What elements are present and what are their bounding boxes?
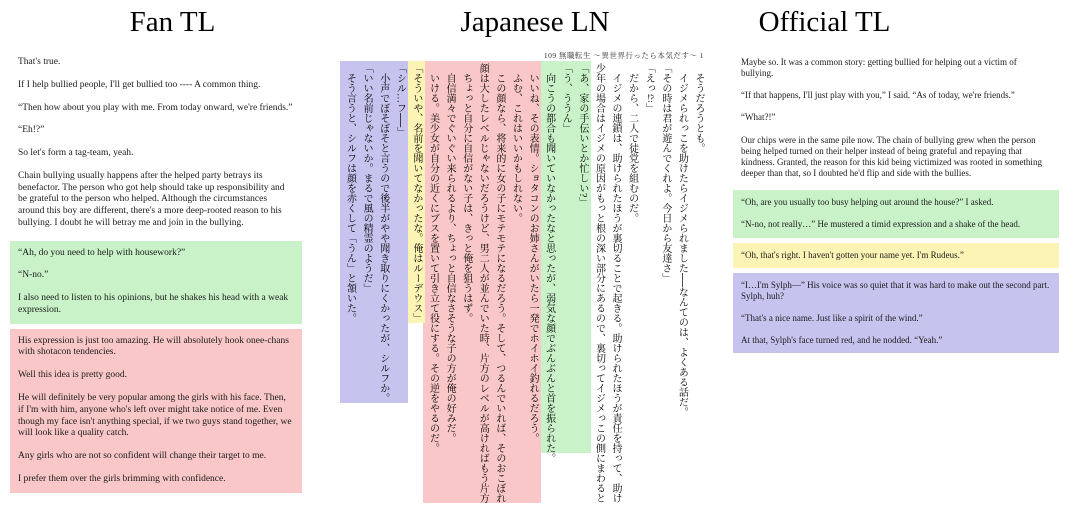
jp-vertical-line: この顔なら、将来的に女の子にモテモテになるだろう。そして、つるんでいれば、そのおこぼれ (493, 63, 505, 503)
paragraph: “N-no, not really…” He mustered a timid expression and a shake of the head. (741, 219, 1021, 230)
paragraph: That's true. (18, 57, 61, 67)
jp-vertical-line: イジメの連鎖は、助けられたほうが裏切ることで起きる。助けられたほうが責任を持って、助け (610, 63, 622, 503)
paragraph: “Oh, are you usually too busy helping out around the house?” I asked. (741, 197, 994, 208)
japanese-ln-page (338, 45, 732, 527)
jp-vertical-line: ふむ、これはいいかもしれない。 (510, 63, 522, 223)
paragraph: “Ah, do you need to help with housework?” (18, 247, 186, 258)
paragraph: Our chips were in the same pile now. The chain of bullying grew when the person being helped turned on their helper instead of being grateful and repaying that kindness. Granted, the reason for this kid being victimized was rooted in something deeper than that, so I doubted he'd flip and side with the bullies. (741, 134, 1042, 179)
japanese-ln-title: Japanese LN (460, 6, 610, 38)
jp-vertical-line: 小声でぼそぼそと言うので後半がやや聞き取りにくかったが、シルフか。 (377, 63, 389, 403)
green-highlight-block (10, 241, 302, 324)
paragraph: Well this idea is pretty good. (18, 370, 127, 381)
official-tl-title: Official TL (758, 6, 891, 38)
plain-text-block (733, 57, 1059, 179)
paragraph: At that, Sylph's face turned red, and he nodded. “Yeah.” (741, 335, 943, 346)
paragraph: “If that happens, I'll just play with you,” I said. “As of today, we're friends.” (741, 90, 1015, 101)
paragraph: “Eh!?” (18, 125, 45, 136)
official-tl-column (741, 57, 1059, 358)
jp-vertical-line: いいね、その表情。ショタコンのお姉さんがいたら一発でホイホイ釣れるだろう。 (527, 63, 539, 443)
paragraph: “Oh, that's right. I haven't gotten your name yet. I'm Rudeus.” (741, 249, 964, 260)
jp-vertical-line: 「その時は君が遊んでくれよ。今日から友達さ」 (659, 63, 671, 283)
paragraph: I also need to listen to his opinions, but he shakes his head with a weak expression. (18, 293, 289, 315)
paragraph: He will definitely be very popular among the girls with his face. Then, if I'm with him, anyone who's left over might take notice of me. Even though my face isn't anything special, if we two guys stand together, we will look like a quality catch. (18, 393, 292, 439)
jp-vertical-line: 少年の場合はイジメの原因がもっと根の深い部分にあるので、裏切ってイジメっこの側にまわると (593, 63, 605, 503)
pink-highlight-block (10, 329, 302, 493)
jp-vertical-line: 自信満々でぐいぐい来られるより、ちょっと自信なさそうな子の方が俺の好みだ。 (444, 63, 456, 443)
plain-text-block (10, 57, 302, 230)
paragraph: “That's a nice name. Just like a spirit of the wind.” (741, 313, 923, 324)
jp-vertical-line: 「えっ⁉」 (643, 63, 655, 113)
jp-vertical-line: 「いい名前じゃないか。まるで風の精霊のようだ」 (361, 63, 373, 293)
paragraph: Any girls who are not so confident will change their target to me. (18, 451, 267, 462)
paragraph: Maybe so. It was a common story: getting bullied for helping out a victim of bullying. (741, 57, 1017, 79)
jp-vertical-line: そう言うと、シルフは顔を赤くして「うん」と頷いた。 (344, 63, 356, 323)
jp-vertical-line: ちょっと自分に自信がない子は、きっと俺を狙うはず。 (460, 63, 472, 323)
jp-vertical-line: 向こうの都合も聞いていなかったなと思ったが、弱気な顔でぶんぶんと首を振られた。 (543, 63, 555, 463)
jp-vertical-line: イジメられっこを助けたらイジメられました──なんてのは、よくある話だ。 (676, 63, 688, 418)
jp-vertical-line: 「う、ううん」 (560, 63, 572, 133)
fan-tl-title: Fan TL (129, 6, 216, 38)
paragraph: I prefer them over the girls brimming with confidence. (18, 473, 226, 484)
jp-vertical-line: だから、二人で徒党を組むのだ。 (626, 63, 638, 223)
fan-tl-column (18, 57, 302, 498)
jp-vertical-line: 「あ、家の手伝いとか忙しい?」 (576, 63, 588, 208)
paragraph: If I help bullied people, I'll get bullied too ---- A common thing. (18, 79, 261, 90)
paragraph: Chain bullying usually happens after the helped party betrays its benefactor. The person who got help should take up responsibility and be grateful to the person who helped. Although the circumstances around this boy are different, there's a more deep-rooted reason to his bullying. I doubt he will betray me and join in the bullying. (18, 170, 285, 228)
page-running-head: 109 無職転生 ～異世界行ったら本気だす～ 1 (543, 51, 704, 60)
jp-vertical-line: いける。美少女が自分の近くにブスを置いて引き立て役にする。その逆をやるのだ。 (427, 63, 439, 453)
paragraph: His expression is just too amazing. He will absolutely hook onee-chans with shotacon tendencies. (18, 335, 289, 358)
purple-highlight-block (733, 273, 1059, 354)
japanese-vertical-text (341, 63, 706, 521)
jp-vertical-line: 「そういや、名前を聞いてなかったな。俺はルーデウス」 (410, 63, 422, 323)
paragraph: “What?!” (741, 112, 776, 123)
paragraph: “N-no.” (18, 270, 49, 281)
jp-vertical-line: そうだろうとも。 (693, 63, 704, 153)
yellow-highlight-block (733, 243, 1059, 268)
paragraph: “Then how about you play with me. From today onward, we're friends.” (18, 102, 293, 113)
jp-vertical-line: 「シル…フ──」 (394, 63, 406, 138)
paragraph: So let's form a tag-team, yeah. (18, 148, 134, 159)
paragraph: “I…I'm Sylph—” His voice was so quiet that it was hard to make out the second part. Sylph, huh? (741, 279, 1050, 301)
green-highlight-block (733, 190, 1059, 237)
jp-vertical-line: 顔は大したレベルじゃないだろうけど、男二人が並んでいた時、片方のレベルが高ければもう片方 (477, 63, 489, 503)
